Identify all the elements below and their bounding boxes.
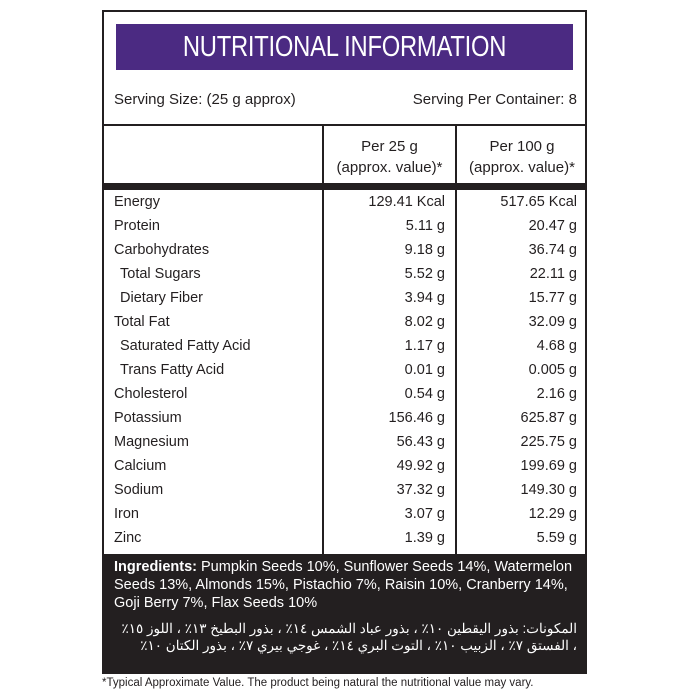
- nutrient-name: Dietary Fiber: [120, 290, 203, 306]
- nutrient-name: Calcium: [114, 458, 167, 474]
- value-per-100g: 20.47 g: [528, 218, 577, 234]
- header-rule: [104, 183, 585, 190]
- serving-size: Serving Size: (25 g approx): [114, 91, 296, 108]
- table-row: [104, 286, 585, 310]
- ingredients-text: Pumpkin Seeds 10%, Sunflower Seeds 14%, Watermelon Seeds 13%, Almonds 15%, Pistachio 7%, Raisin 10%, Cranberry 14%, Goji Berry 7%, Flax Seeds 10%: [114, 559, 573, 611]
- table-row: [104, 382, 585, 406]
- value-per-25g: 156.46 g: [388, 410, 445, 426]
- value-per-25g: 5.52 g: [404, 266, 445, 282]
- value-per-25g: 0.01 g: [404, 362, 445, 378]
- nutrient-name: Carbohydrates: [114, 242, 210, 258]
- table-row: [104, 454, 585, 478]
- nutrient-name: Energy: [114, 194, 160, 210]
- value-per-100g: 15.77 g: [528, 290, 577, 306]
- value-per-25g: 37.32 g: [396, 482, 445, 498]
- value-per-100g: 2.16 g: [536, 386, 577, 402]
- nutrient-name: Iron: [114, 506, 139, 522]
- value-per-100g: 32.09 g: [528, 314, 577, 330]
- ingredients-box: [104, 554, 585, 672]
- ingredients-arabic: المكونات: بذور اليقطين ١٠٪ ، بذور عباد الشمس ١٤٪ ، بذور البطيخ ١٣٪ ، اللوز ١٥٪ ، الفستق ٧٪ ، الزبيب ١٠٪ ، التوت البري ١٤٪ ، غوجي بيري ٧٪ ، بذور الكتان ١٠٪: [121, 621, 577, 653]
- value-per-25g: 1.39 g: [404, 530, 445, 546]
- value-per-25g: 129.41 Kcal: [368, 194, 445, 210]
- panel-title: NUTRITIONAL INFORMATION: [182, 30, 507, 63]
- column-header-per100-line2: (approx. value)*: [469, 159, 575, 176]
- nutrient-name: Protein: [114, 218, 160, 234]
- nutrient-name: Potassium: [114, 410, 182, 426]
- value-per-100g: 149.30 g: [520, 482, 577, 498]
- servings-per-container: Serving Per Container: 8: [412, 91, 577, 108]
- table-row: [104, 502, 585, 526]
- nutrient-name: Saturated Fatty Acid: [120, 338, 251, 354]
- nutrient-name: Trans Fatty Acid: [120, 362, 225, 378]
- table-row: [104, 406, 585, 430]
- table-row: [104, 310, 585, 334]
- column-header-per25-line1: Per 25 g: [361, 138, 418, 155]
- table-row: [104, 190, 585, 214]
- ingredients-english: [114, 558, 577, 612]
- nutrient-name: Total Sugars: [120, 266, 201, 282]
- nutrient-name: Magnesium: [114, 434, 189, 450]
- nutrient-name: Total Fat: [114, 314, 170, 330]
- value-per-100g: 517.65 Kcal: [500, 194, 577, 210]
- value-per-100g: 4.68 g: [536, 338, 577, 354]
- value-per-100g: 0.005 g: [528, 362, 577, 378]
- table-row: [104, 478, 585, 502]
- value-per-100g: 5.59 g: [536, 530, 577, 546]
- column-header-per25-line2: (approx. value)*: [336, 159, 443, 176]
- table-row: [104, 214, 585, 238]
- table-row: [104, 430, 585, 454]
- nutrient-table: [104, 190, 585, 550]
- value-per-100g: 225.75 g: [520, 434, 577, 450]
- value-per-25g: 49.92 g: [396, 458, 445, 474]
- value-per-25g: 1.17 g: [404, 338, 445, 354]
- column-header-per25: [326, 136, 453, 178]
- value-per-25g: 3.07 g: [404, 506, 445, 522]
- value-per-25g: 8.02 g: [404, 314, 445, 330]
- table-row: [104, 238, 585, 262]
- nutrient-name: Zinc: [114, 530, 142, 546]
- value-per-25g: 9.18 g: [404, 242, 445, 258]
- value-per-100g: 22.11 g: [529, 266, 577, 282]
- value-per-100g: 199.69 g: [520, 458, 577, 474]
- value-per-100g: 625.87 g: [520, 410, 577, 426]
- value-per-25g: 0.54 g: [404, 386, 445, 402]
- nutrient-name: Cholesterol: [114, 386, 188, 402]
- ingredients-label: Ingredients:: [114, 559, 197, 575]
- nutrient-name: Sodium: [114, 482, 164, 498]
- footnote: *Typical Approximate Value. The product being natural the nutritional value may vary.: [102, 677, 534, 689]
- serving-row: [104, 80, 585, 126]
- nutrition-panel: [102, 10, 587, 674]
- value-per-100g: 12.29 g: [528, 506, 577, 522]
- column-header-per100: [459, 136, 585, 178]
- column-header-per100-line1: Per 100 g: [489, 138, 555, 155]
- table-row: [104, 262, 585, 286]
- table-row: [104, 334, 585, 358]
- value-per-25g: 3.94 g: [404, 290, 445, 306]
- value-per-100g: 36.74 g: [528, 242, 577, 258]
- value-per-25g: 5.11 g: [405, 218, 445, 234]
- value-per-25g: 56.43 g: [396, 434, 445, 450]
- table-row: [104, 526, 585, 550]
- table-row: [104, 358, 585, 382]
